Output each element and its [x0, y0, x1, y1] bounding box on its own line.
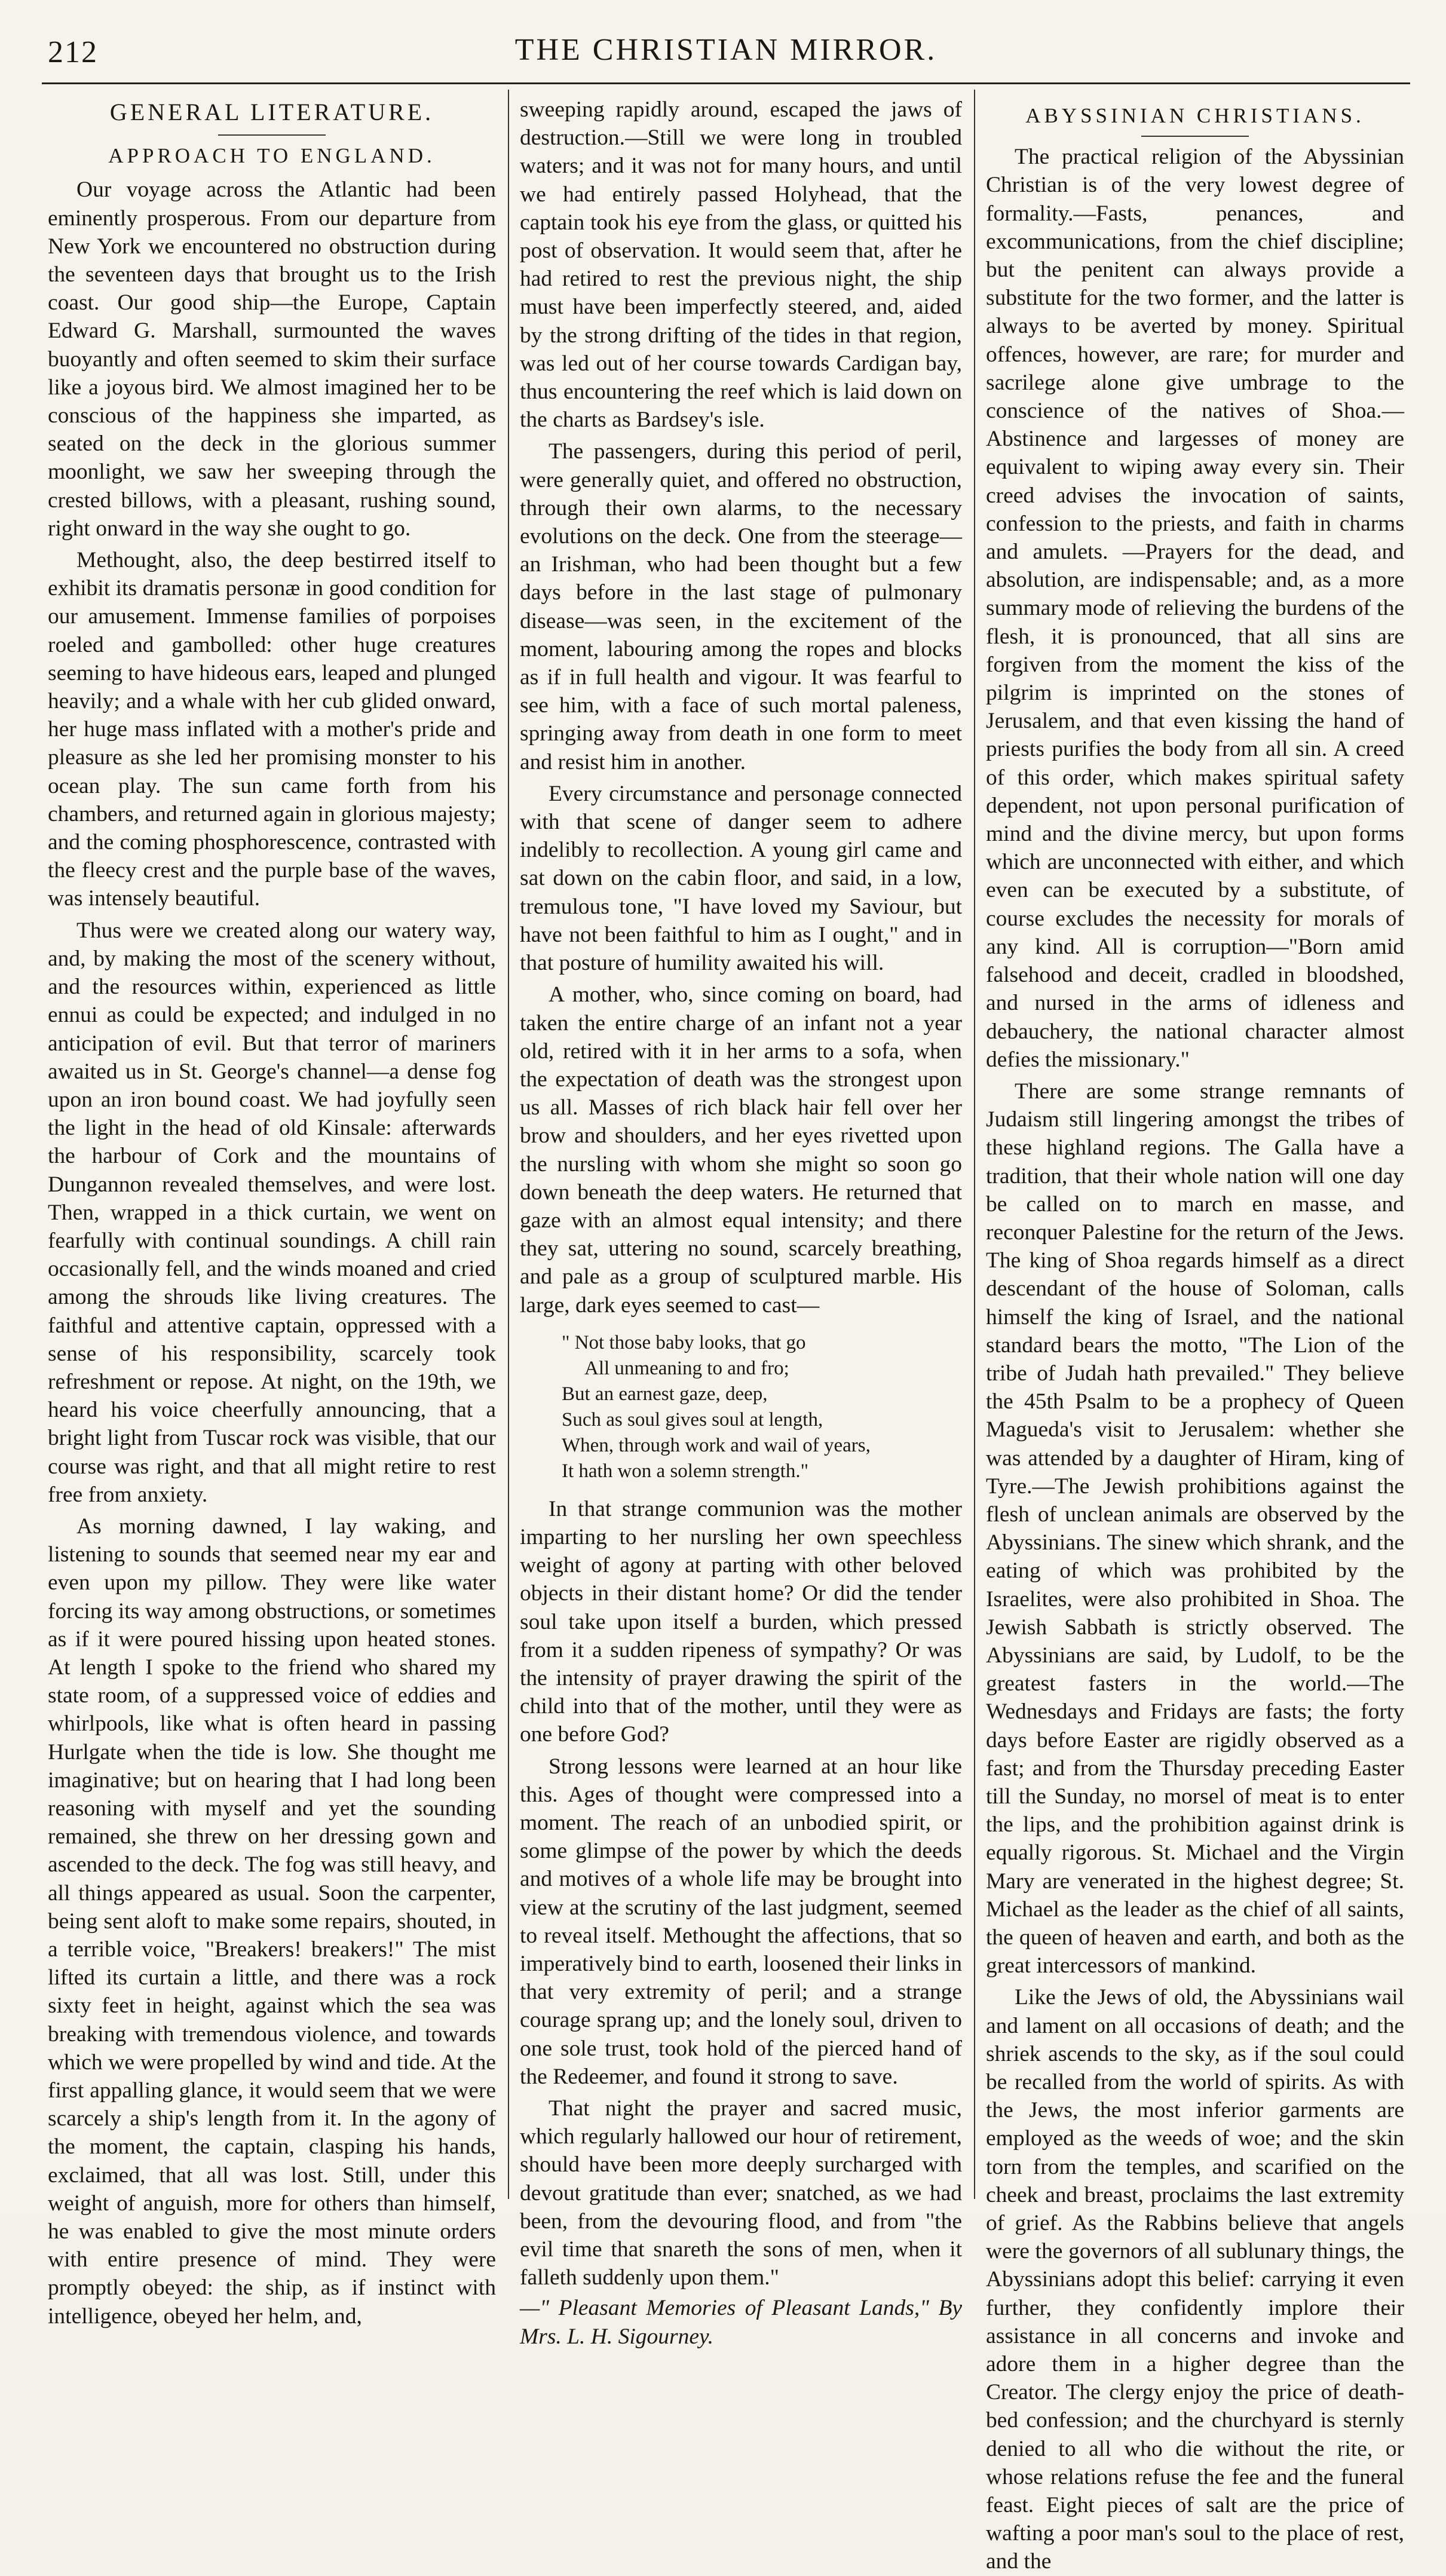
page-number: 212 [48, 35, 98, 69]
article-paragraph: Our voyage across the Atlantic had been eminently prosperous. From our departure from New York we encountered no obstruction during the seventeen days that brought us to the Irish coast. Our good ship—the Europe, Captain Edward G. Marshall, surmounted the waves buoyantly and often seemed to skim their surface like a joyous bird. We almost imagined her to be conscious of the happiness she imparted, as seated on the deck in the glorious summer moonlight, we saw her sweeping through the crested billows, with a pleasant, rushing sound, right onward in the way she ought to go. [48, 177, 496, 541]
title-rule [1141, 136, 1249, 137]
poem-line: " Not those baby looks, that go [562, 1331, 806, 1353]
running-title: THE CHRISTIAN MIRROR. [514, 33, 938, 67]
article-paragraph: Like the Jews of old, the Abyssinians wail and lament on all occasions of death; and the shriek ascends to the sky, as if the soul could be recalled from the world of spirits. As with the Jews, the most inferior garments are employed as the weeds of woe; and the skin torn from the temples, and scarified on the cheek and breast, proclaims the last extremity of grief. As the Rabbins believe that angels were the governors of all sublunary things, the Abyssinians adopt this belief: carrying it even further, they confidently implore their assistance in all concerns and invoke and adore them in a higher degree than the Creator. The clergy enjoy the price of death-bed confession; and the churchyard is sternly denied to all who die without the rite, or whose relations refuse the fee and the funeral feast. Eight pieces of salt are the price of wafting a poor man's soul to the place of rest, and the [986, 1985, 1404, 2574]
poem-line: Such as soul gives soul at length, [562, 1408, 823, 1431]
article-paragraph: Every circumstance and personage connected with that scene of danger seem to adhere indelibly to recollection. A young girl came and sat down on the cabin floor, and said, in a low, tremulous tone, "I have loved my Saviour, but have not been faithful to him as I ought," and in that posture of humility awaited his will. [520, 781, 962, 976]
column-middle [520, 96, 962, 2349]
column-right [986, 96, 1404, 2574]
article-paragraph: Methought, also, the deep bestirred itself to exhibit its dramatis personæ in good condition for our amusement. Immense families of porpoises roeled and gambolled: other huge creatures seeming to have hideous ears, leaped and plunged heavily; and a whale with her cub glided onward, her huge mass inflated with a mother's pride and pleasure as she led her promising monster to his ocean play. The sun came forth from his chambers, and returned again in glorious majesty; and the coming phosphorescence, contrasted with the fleecy crest and the purple base of the waves, was intensely beautiful. [48, 548, 496, 911]
section-title: GENERAL LITERATURE. [109, 99, 434, 125]
column-divider [974, 90, 975, 2199]
article-paragraph: In that strange communion was the mother imparting to her nursling her own speechless weight of agony at parting with other beloved objects in their distant home? Or did the tender soul take upon itself a burden, which pressed from it a sudden ripeness of sympathy? Or was the intensity of prayer drawing the spirit of the child into that of the mother, until they were as one before God? [520, 1496, 962, 1747]
header-rule [42, 82, 1410, 84]
article-title: APPROACH TO ENGLAND. [108, 144, 436, 168]
poem-line: But an earnest gaze, deep, [562, 1383, 768, 1405]
poem-line: All unmeaning to and fro; [584, 1357, 789, 1379]
poem-line: When, through work and wail of years, [562, 1434, 871, 1456]
article-paragraph: The passengers, during this period of peril, were generally quiet, and offered no obstruction, through their own alarms, to the necessary evolutions on the deck. One from the steerage—an Irishman, who had been thought but a few days before in the last stage of pulmonary disease—was seen, in the excitement of the moment, labouring among the ropes and blocks as if in full health and vigour. It was fearful to see him, with a face of such mortal paleness, springing away from death in one form to meet and resist him in another. [520, 439, 962, 774]
page-header [42, 24, 1410, 78]
article-paragraph: There are some strange remnants of Judaism still lingering amongst the tribes of these highland regions. The Galla have a tradition, that their whole nation will one day be called on to march en masse, and reconquer Palestine for the return of the Jews. The king of Shoa regards himself as a direct descendant of the house of Soloman, calls himself the king of Israel, and the national standard bears the motto, "The Lion of the tribe of Judah hath prevailed." They believe the 45th Psalm to be a prophecy of Queen Magueda's visit to Jerusalem: whether she was attended by a daughter of Hiram, king of Tyre.—The Jewish prohibitions against the flesh of unclean animals are observed by the Abyssinians. The sinew which shrank, and the eating of which was prohibited by the Israelites, were also prohibited in Shoa. The Jewish Sabbath is strictly observed. The Abyssinians are said, by Ludolf, to be the greatest fasters in the world.—The Wednesdays and Fridays are fasts; the forty days before Easter are rigidly observed as a fast; and from the Thursday preceding Easter till the Sunday, no morsel of meat is to enter the lips, and the prohibition against drink is equally rigorous. St. Michael and the Virgin Mary are venerated in the highest degree; St. Michael as the leader as the chief of all saints, the queen of heaven and earth, and both as the great intercessors of mankind. [986, 1079, 1404, 1978]
poem-quote [562, 1330, 962, 1484]
article-paragraph: Strong lessons were learned at an hour like this. Ages of thought were compressed into a moment. The reach of an unbodied spirit, or some glimpse of the power by which the deeds and motives of a whole life may be brought into view at the scrutiny of the last judgment, seemed to reveal itself. Methought the affections, that so imperatively bind to earth, loosened their links in that very extremity of peril; and a strange courage sprang up; and the lonely soul, driven to one sole trust, took hold of the pierced hand of the Redeemer, and found it strong to save. [520, 1754, 962, 2089]
article-title: ABYSSINIAN CHRISTIANS. [1025, 104, 1365, 127]
source-credit: —" Pleasant Memories of Pleasant Lands," By Mrs. L. H. Sigourney. [520, 2296, 962, 2349]
poem-line: It hath won a solemn strength." [562, 1460, 809, 1482]
article-paragraph: The practical religion of the Abyssinian Christian is of the very lowest degree of formality.—Fasts, penances, and excommunications, from the chief discipline; but the penitent can always provide a substitute for the two former, and the latter is always to be averted by money. Spiritual offences, however, are rare; for murder and sacrilege alone give umbrage to the conscience of the natives of Shoa.—Abstinence and largesses of money are equivalent to wiping away every sin. Their creed advises the invocation of saints, confession to the priests, and faith in charms and amulets. —Prayers for the dead, and absolution, are indispensable; and, as a more summary mode of relieving the burdens of the flesh, it is pronounced, that all sins are forgiven from the moment the kiss of the pilgrim is imprinted on the stones of Jerusalem, and that even kissing the hand of priests purifies the body from all sin. A creed of this order, which makes spiritual safety dependent, not upon personal purification of mind and the divine mercy, but upon forms which are unconnected with either, and which even can be executed by a substitute, of course excludes the necessity for morals of any kind. All is corruption—"Born amid falsehood and deceit, cradled in bloodshed, and nursed in the arms of idleness and debauchery, the national character almost defies the missionary." [986, 145, 1404, 1072]
article-paragraph: A mother, who, since coming on board, had taken the entire charge of an infant not a year old, retired with it in her arms to a sofa, when the expectation of death was the strongest upon us all. Masses of rich black hair fell over her brow and shoulders, and her eyes rivetted upon the nursling with whom she might so soon go down beneath the deep waters. He returned that gaze with an almost equal intensity; and there they sat, uttering no sound, scarcely breathing, and pale as a group of sculptured marble. His large, dark eyes seemed to cast— [520, 982, 962, 1318]
article-paragraph: sweeping rapidly around, escaped the jaws of destruction.—Still we were long in troubled waters; and it was not for many hours, and until we had entirely passed Holyhead, that the captain took his eye from the glass, or quitted his post of observation. It would seem that, after he had retired to rest the previous night, the ship must have been imperfectly steered, and, aided by the strong drifting of the tides in that region, was led out of her course towards Cardigan bay, thus encountering the reef which is laid down on the charts as Bardsey's isle. [520, 97, 962, 433]
article-paragraph: Thus were we created along our watery way, and, by making the most of the scenery without, and the resources within, experienced as little ennui as could be expected; and indulged in no anticipation of evil. But that terror of mariners awaited us in St. George's channel—a dense fog upon an iron bound coast. We had joyfully seen the light in the head of old Kinsale: afterwards the harbour of Cork and the mountains of Dungannon revealed themselves, and were lost. Then, wrapped in a thick curtain, we went on fearfully with continual soundings. A chill rain occasionally fell, and the winds moaned and cried among the shrouds like living creatures. The faithful and attentive captain, oppressed with a sense of his responsibility, scarcely took refreshment or repose. At night, on the 19th, we heard his voice cheerfully announcing, that a bright light from Tuscar rock was visible, that our course was right, and that all might retire to rest free from anxiety. [48, 918, 496, 1507]
column-left [48, 96, 496, 2329]
title-rule [218, 134, 326, 136]
article-paragraph: As morning dawned, I lay waking, and listening to sounds that seemed near my ear and even upon my pillow. They were like water forcing its way among obstructions, or sometimes as if it were poured hissing upon heated stones. At length I spoke to the friend who shared my state room, of a suppressed voice of eddies and whirlpools, like what is often heard in passing Hurlgate when the tide is low. She thought me imaginative; but on hearing that I had long been reasoning with myself and yet the sounding remained, she threw on her dressing gown and ascended to the deck. The fog was still heavy, and all things appeared as usual. Soon the carpenter, being sent aloft to make some repairs, shouted, in a terrible voice, "Breakers! breakers!" The mist lifted its curtain a little, and there was a rock sixty feet in height, against which the sea was breaking with tremendous violence, and towards which we were propelled by wind and tide. At the first appalling glance, it would seem that we were scarcely a ship's length from it. In the agony of the moment, the captain, clasping his hands, exclaimed, that all was lost. Still, under this weight of anguish, more for others than himself, he was enabled to give the most minute orders with entire presence of mind. They were promptly obeyed: the ship, as if instinct with intelligence, obeyed her helm, and, [48, 1514, 496, 2329]
article-paragraph: That night the prayer and sacred music, which regularly hallowed our hour of retirement, should have been more deeply surcharged with devout gratitude than ever; snatched, as we had been, from the devouring flood, and from "the evil time that snareth the sons of men, when it falleth suddenly upon them." [520, 2096, 962, 2290]
column-divider [508, 90, 509, 2199]
